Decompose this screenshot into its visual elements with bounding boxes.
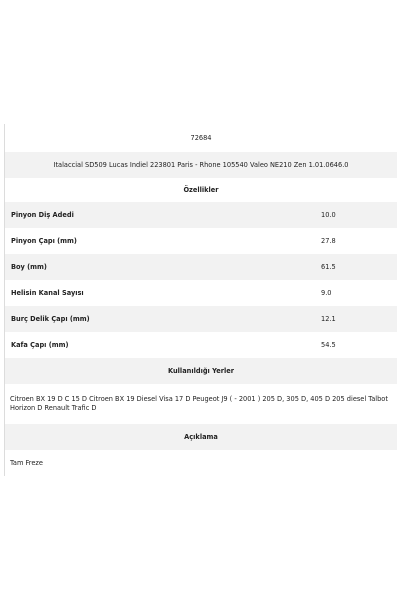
product-code-row xyxy=(5,124,397,152)
feature-label: Boy (mm) xyxy=(11,262,47,271)
feature-value: 10.0 xyxy=(321,210,336,219)
usage-row xyxy=(5,384,397,424)
feature-value: 54.5 xyxy=(321,340,336,349)
feature-value: 9.0 xyxy=(321,288,332,297)
feature-row xyxy=(5,306,397,332)
feature-row xyxy=(5,202,397,228)
feature-label: Kafa Çapı (mm) xyxy=(11,340,69,349)
usage-title: Kullanıldığı Yerler xyxy=(167,366,234,375)
feature-label: Helisin Kanal Sayısı xyxy=(11,288,84,297)
cross-reference-row xyxy=(5,152,397,178)
description-row xyxy=(5,450,397,476)
description-text: Tam Freze xyxy=(10,458,43,467)
usage-header xyxy=(5,358,397,384)
cross-reference-text: Italaccial SD509 Lucas Indiel 223801 Paris - Rhone 105540 Valeo NE210 Zen 1.01.0646.0 xyxy=(53,160,349,169)
feature-value: 12.1 xyxy=(321,314,336,323)
feature-label: Pinyon Diş Adedi xyxy=(11,210,74,219)
feature-value: 27.8 xyxy=(321,236,336,245)
feature-label: Burç Delik Çapı (mm) xyxy=(11,314,90,323)
feature-row xyxy=(5,228,397,254)
product-code: 72684 xyxy=(190,133,212,142)
feature-row xyxy=(5,254,397,280)
product-spec-table xyxy=(4,124,397,476)
features-header xyxy=(5,178,397,202)
feature-row xyxy=(5,332,397,358)
feature-value: 61.5 xyxy=(321,262,336,271)
description-title: Açıklama xyxy=(184,432,218,441)
usage-text: Citroen BX 19 D C 15 D Citroen BX 19 Diesel Visa 17 D Peugeot J9 ( - 2001 ) 205 D, 305 D, 405 D 205 diesel Talbot Horizon D Renault Trafic D xyxy=(10,395,388,412)
features-title: Özellikler xyxy=(183,185,219,194)
description-header xyxy=(5,424,397,450)
feature-row xyxy=(5,280,397,306)
feature-label: Pinyon Çapı (mm) xyxy=(11,236,77,245)
